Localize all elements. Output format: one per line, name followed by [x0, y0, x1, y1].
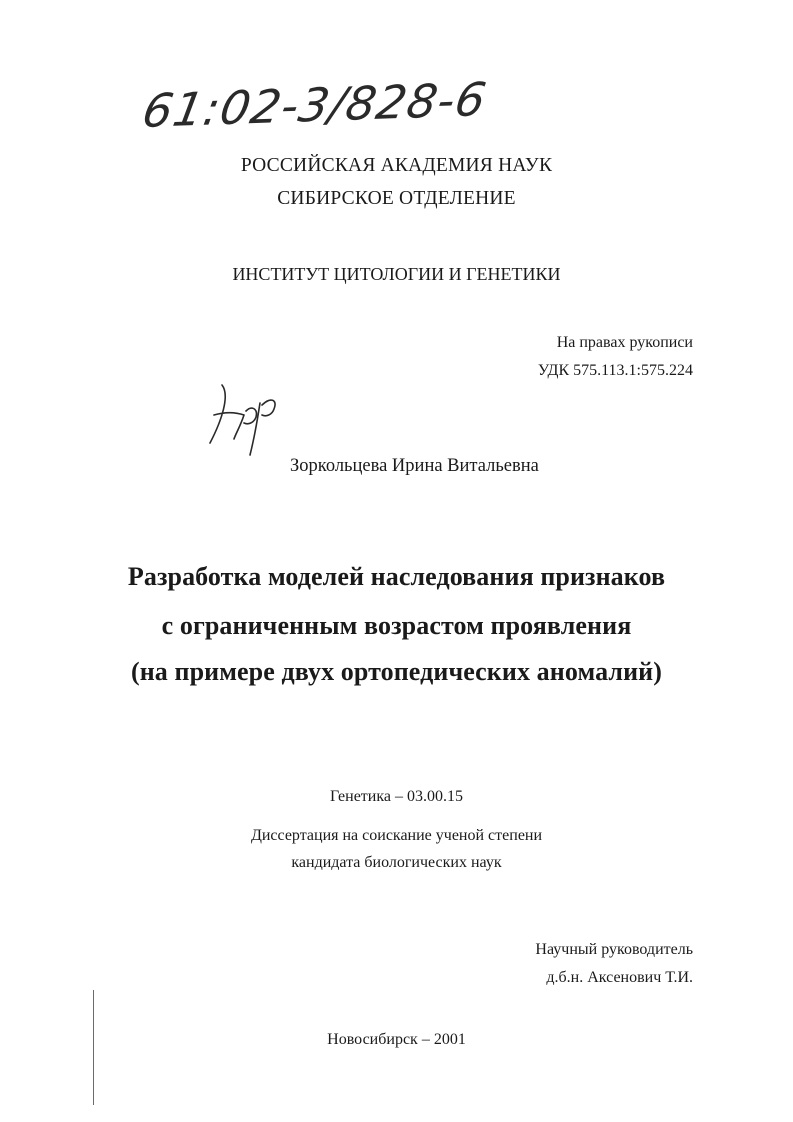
title-line-2: с ограниченным возрастом проявления	[161, 611, 632, 640]
handwritten-archive-code: 61:02-3/828-6	[138, 72, 491, 138]
dissertation-line-2: кандидата биологических наук	[291, 854, 502, 871]
manuscript-rights: На правах рукописи	[556, 334, 693, 351]
scan-margin-line	[93, 990, 94, 1105]
author-name: Зоркольцева Ирина Витальевна	[290, 456, 539, 476]
place-and-year: Новосибирск – 2001	[327, 1031, 466, 1048]
branch-name: СИБИРСКОЕ ОТДЕЛЕНИЕ	[277, 188, 516, 209]
title-line-3: (на примере двух ортопедических аномалий)	[130, 657, 663, 686]
author-signature	[200, 375, 295, 460]
dissertation-line-1: Диссертация на соискание ученой степени	[250, 827, 543, 844]
academy-name: РОССИЙСКАЯ АКАДЕМИЯ НАУК	[240, 155, 553, 176]
supervisor-label: Научный руководитель	[535, 941, 693, 958]
title-line-1: Разработка моделей наследования признаков	[127, 562, 666, 591]
institute-name: ИНСТИТУТ ЦИТОЛОГИИ И ГЕНЕТИКИ	[232, 264, 561, 284]
speciality: Генетика – 03.00.15	[330, 788, 463, 805]
udc-code: УДК 575.113.1:575.224	[537, 362, 693, 379]
supervisor-name: д.б.н. Аксенович Т.И.	[546, 969, 693, 986]
